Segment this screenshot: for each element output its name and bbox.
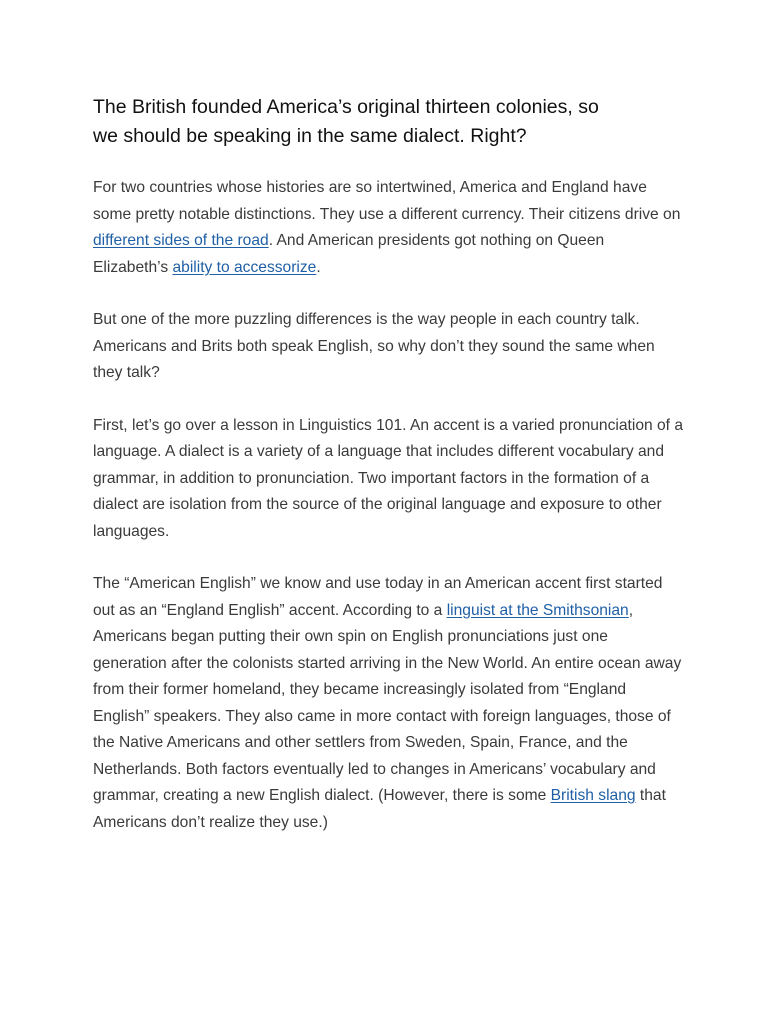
paragraph-text: that Americans don’t realize they use.) bbox=[93, 787, 666, 831]
heading-line-2: we should be speaking in the same dialect. Right? bbox=[93, 125, 527, 147]
link-ability-to-accessorize[interactable]: ability to accessorize bbox=[172, 258, 317, 276]
paragraph-intro bbox=[93, 175, 683, 281]
link-different-sides-of-road[interactable]: different sides of the road bbox=[93, 232, 269, 249]
paragraph-differences: But one of the more puzzling differences is the way people in each country talk. Americans and Brits both speak English, so why don’t they sound the same when they talk? bbox=[93, 311, 655, 381]
paragraph-linguistics: First, let’s go over a lesson in Linguistics 101. An accent is a varied pronunciation of a language. A dialect is a variety of a language that includes different vocabulary and grammar, in addition to pronunciation. Two important factors in the formation of a dialect are isolation from the source of the original language and exposure to other languages. bbox=[93, 416, 684, 540]
link-british-slang[interactable]: British slang bbox=[550, 787, 636, 804]
paragraph-text: The “American English” we know and use today in an American accent first started out as an “England English” accent. According to a bbox=[93, 575, 663, 619]
article-heading bbox=[93, 93, 683, 151]
paragraph-american-english bbox=[93, 571, 683, 836]
paragraph-text: , Americans began putting their own spin on English pronunciations just one generation after the colonists started arriving in the New World. An entire ocean away from their former homeland, they became increasingly isolated from “England English” speakers. They also came in more contact with foreign languages, those of the Native Americans and other settlers from Sweden, Spain, France, and the Netherlands. Both factors eventually led to changes in Americans’ vocabulary and grammar, creating a new English dialect. (However, there is some bbox=[93, 601, 682, 804]
article bbox=[93, 93, 683, 862]
link-linguist-smithsonian[interactable]: linguist at the Smithsonian bbox=[446, 601, 629, 619]
paragraph-text: . bbox=[316, 258, 321, 276]
paragraph-text: . And American presidents got nothing on Queen Elizabeth’s bbox=[93, 232, 605, 276]
heading-line-1: The British founded America’s original thirteen colonies, so bbox=[93, 96, 599, 118]
paragraph-text: For two countries whose histories are so intertwined, America and England have some pretty notable distinctions. They use a different currency. Their citizens drive on bbox=[93, 179, 681, 223]
